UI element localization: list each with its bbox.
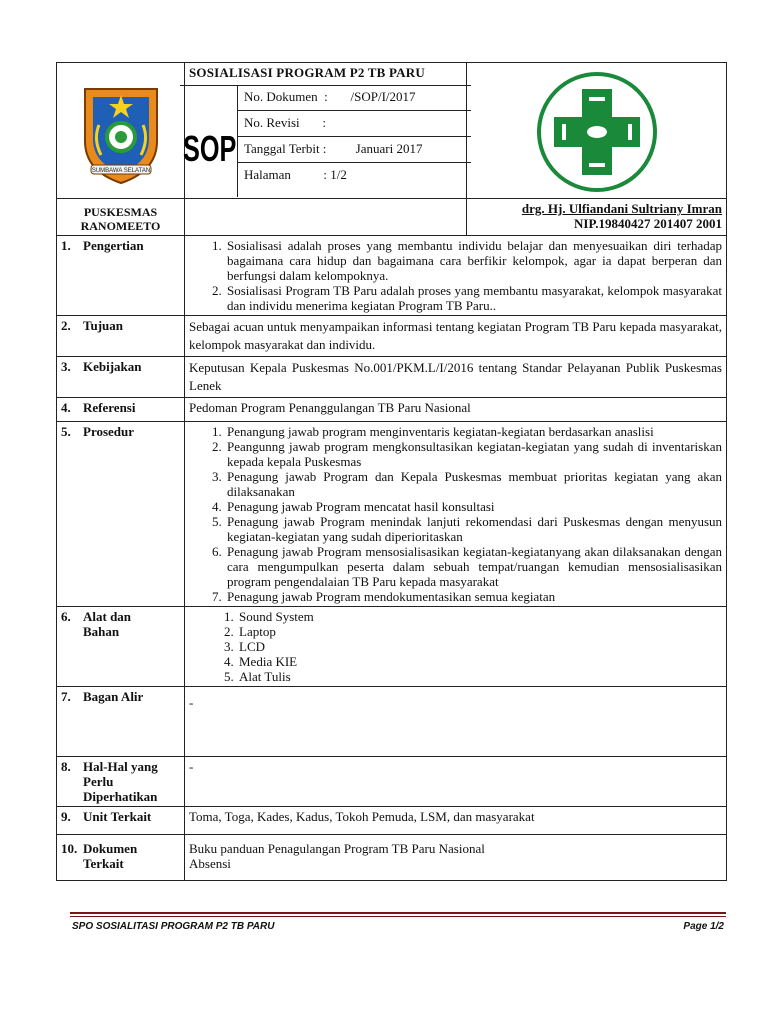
label-tujuan: 2. Tujuan [57, 316, 185, 357]
org-line-1: PUSKESMAS [83, 205, 158, 219]
signer-block [467, 199, 727, 236]
list-item: 3. Penagung jawab Program dan Kepala Puskesmas membuat prioritas kegiatan yang akan dilaksanakan [225, 469, 722, 499]
signer-nip: NIP.19840427 201407 2001 [574, 216, 722, 231]
dokumen-line: Buku panduan Penagulangan Program TB Paru Nasional [189, 841, 485, 856]
list-item: 5. Penagung jawab Program menindak lanjuti rekomendasi dari Puskesmas dengan menyusun kegiatan-kegiatan yang sudah diperioritaskan [225, 514, 722, 544]
puskesmas-logo-icon [536, 71, 658, 193]
signer-name: drg. Hj. Ulfiandani Sultriany Imran [521, 201, 722, 216]
list-item: 7. Penagung jawab Program mendokumentasikan semua kegiatan [225, 589, 722, 604]
content-unit-terkait: Toma, Toga, Kades, Kadus, Tokoh Pemuda, LSM, dan masyarakat [185, 807, 727, 835]
org-line-2: RANOMEETO [80, 219, 161, 233]
label-referensi: 4. Referensi [57, 398, 185, 422]
sop-mark-text: SOP [183, 129, 237, 170]
label-pengertian: 1. Pengertian [57, 236, 185, 316]
org-name [57, 199, 185, 236]
regency-coat-of-arms-icon [75, 81, 167, 185]
list-item: 4. Media KIE [237, 654, 722, 669]
content-dokumen-terkait [185, 835, 727, 881]
list-item: 3. LCD [237, 639, 722, 654]
sop-document-table [56, 62, 727, 881]
sop-mark [183, 111, 237, 171]
list-item: 1. Penangung jawab program menginventaris kegiatan-kegiatan berdasarkan anaslisi [225, 424, 722, 439]
document-title: SOSIALISASI PROGRAM P2 TB PARU [189, 65, 425, 80]
empty-cell [185, 199, 467, 236]
footer-rule-thin [70, 916, 726, 917]
list-item: 1. Sosialisasi adalah proses yang membantu individu belajar dan menyesuaikan diri terhadap bagaimana cara hidup dan bagaimana cara berfikir kelompok, agar ia dapat berperan dan berfungsi dalam kelompoknya. [225, 238, 722, 283]
list-item: 4. Penagung jawab Program mencatat hasil konsultasi [225, 499, 722, 514]
footer-title: SPO SOSIALITASI PROGRAM P2 TB PARU [72, 921, 275, 932]
label-kebijakan: 3. Kebijakan [57, 357, 185, 398]
list-item: 6. Penagung jawab Program mensosialisasikan kegiatan-kegiatanyang akan dilaksanakan dengan cara mengumpulkan peserta dalam sebuah tempat/ruangan kemudian mensosialisasikan program pengendalaian TB Paru kepada masyarakat [225, 544, 722, 589]
regency-logo-text: SUMBAWA SELATAN [91, 168, 150, 174]
label-prosedur: 5. Prosedur [57, 422, 185, 607]
label-bagan-alir: 7. Bagan Alir [57, 687, 185, 757]
label-unit-terkait: 9. Unit Terkait [57, 807, 185, 835]
footer-page-number: Page 1/2 [683, 921, 724, 932]
list-item: 2. Sosialisasi Program TB Paru adalah proses yang membantu masyarakat, kelompok masyarakat dan individu menerima kegiatan Program TB Paru.. [225, 283, 722, 313]
content-prosedur [185, 422, 727, 607]
meta-no-dokumen: No. Dokumen : /SOP/I/2017 [238, 85, 471, 111]
label-dokumen-terkait: 10. Dokumen Terkait [57, 835, 185, 881]
document-meta [237, 85, 471, 197]
content-alat-bahan [185, 607, 727, 687]
list-item: 2. Laptop [237, 624, 722, 639]
dokumen-line: Absensi [189, 856, 231, 871]
content-bagan-alir: - [185, 687, 727, 757]
list-item: 1. Sound System [237, 609, 722, 624]
title-block [185, 63, 467, 199]
content-kebijakan: Keputusan Kepala Puskesmas No.001/PKM.L/I/2016 tentang Standar Pelayanan Publik Puskesmas Lenek [185, 357, 727, 398]
list-item: 2. Peangunng jawab program mengkonsultasikan kegiatan-kegiatan yang sudah di inventariskan kepada kepala Puskesmas [225, 439, 722, 469]
meta-halaman: Halaman : 1/2 [244, 167, 347, 182]
regency-logo-cell [57, 63, 185, 199]
content-tujuan: Sebagai acuan untuk menyampaikan informasi tentang kegiatan Program TB Paru kepada masyarakat, kelompok masyarakat dan individu. [185, 316, 727, 357]
meta-no-revisi: No. Revisi : [238, 111, 471, 137]
health-logo-cell [467, 63, 727, 199]
list-item: 5. Alat Tulis [237, 669, 722, 684]
content-referensi: Pedoman Program Penanggulangan TB Paru Nasional [185, 398, 727, 422]
footer-rule [70, 912, 726, 914]
content-pengertian [185, 236, 727, 316]
meta-tanggal-terbit: Tanggal Terbit : Januari 2017 [238, 137, 471, 163]
label-alat-bahan: 6. Alat dan Bahan [57, 607, 185, 687]
label-hal-hal: 8. Hal-Hal yang Perlu Diperhatikan [57, 757, 185, 807]
content-hal-hal: - [185, 757, 727, 807]
